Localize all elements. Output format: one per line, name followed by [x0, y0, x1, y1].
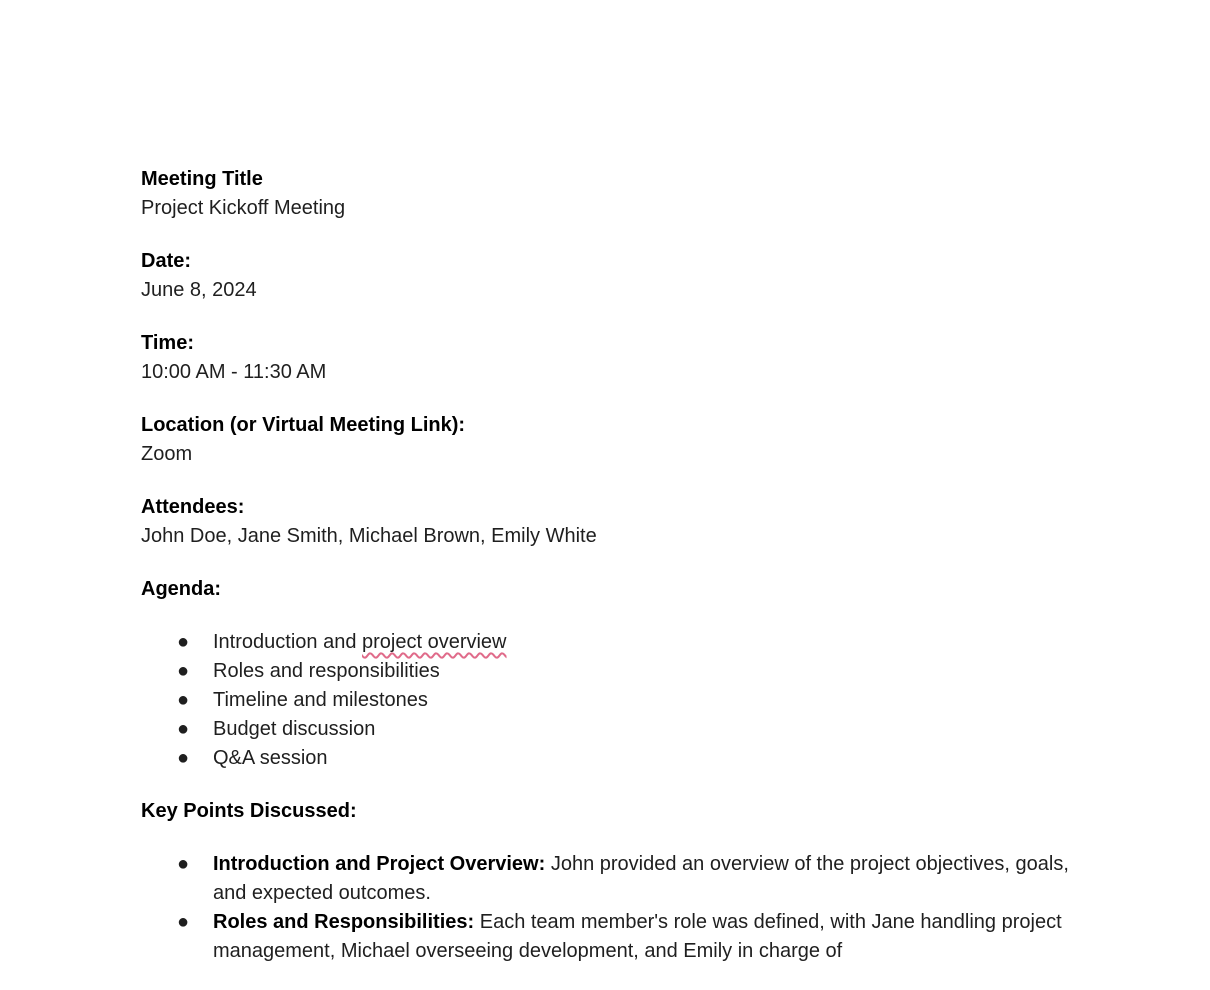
agenda-item-text: Q&A session [213, 747, 328, 769]
bullet-icon: ● [177, 660, 190, 682]
location-label: Location (or Virtual Meeting Link): [141, 414, 466, 436]
agenda-heading: Agenda: [141, 578, 221, 600]
bullet-icon: ● [177, 718, 190, 740]
agenda-item-text: Introduction and [213, 631, 362, 653]
meeting-title-value[interactable]: Project Kickoff Meeting [141, 197, 346, 219]
key-point-item[interactable] [141, 850, 1081, 908]
key-points-list [141, 850, 1081, 966]
location-field [141, 411, 1081, 469]
attendees-label: Attendees: [141, 496, 245, 518]
meeting-title-field [141, 165, 1081, 223]
agenda-item-text: Roles and responsibilities [213, 660, 440, 682]
time-label: Time: [141, 332, 194, 354]
bullet-icon: ● [177, 911, 190, 933]
time-field [141, 329, 1081, 387]
agenda-item-text: Timeline and milestones [213, 689, 428, 711]
key-point-title: Roles and Responsibilities: [213, 911, 475, 933]
agenda-item[interactable] [141, 686, 1081, 715]
key-points-heading: Key Points Discussed: [141, 800, 357, 822]
bullet-icon: ● [177, 689, 190, 711]
bullet-icon: ● [177, 853, 190, 875]
attendees-field [141, 493, 1081, 551]
time-value[interactable]: 10:00 AM - 11:30 AM [141, 361, 327, 383]
location-value[interactable]: Zoom [141, 443, 193, 465]
document-body [141, 165, 1081, 990]
agenda-item-text: Budget discussion [213, 718, 376, 740]
bullet-icon: ● [177, 747, 190, 769]
agenda-item[interactable] [141, 715, 1081, 744]
attendees-value[interactable]: John Doe, Jane Smith, Michael Brown, Emily White [141, 525, 597, 547]
agenda-item[interactable] [141, 657, 1081, 686]
key-point-text: John provided an overview of the project objectives, goals, and expected outcomes. [213, 853, 1069, 904]
date-field [141, 247, 1081, 305]
spellcheck-flagged-text[interactable]: project overview [362, 631, 507, 653]
agenda-list [141, 628, 1081, 773]
date-value[interactable]: June 8, 2024 [141, 279, 257, 301]
bullet-icon: ● [177, 631, 190, 653]
key-point-text: Each team member's role was defined, with Jane handling project management, Michael overseeing development, and Emily in charge of [213, 911, 1062, 962]
date-label: Date: [141, 250, 192, 272]
key-point-title: Introduction and Project Overview: [213, 853, 546, 875]
agenda-item[interactable] [141, 744, 1081, 773]
meeting-title-label: Meeting Title [141, 168, 263, 190]
key-point-item[interactable] [141, 908, 1081, 966]
agenda-item[interactable] [141, 628, 1081, 657]
